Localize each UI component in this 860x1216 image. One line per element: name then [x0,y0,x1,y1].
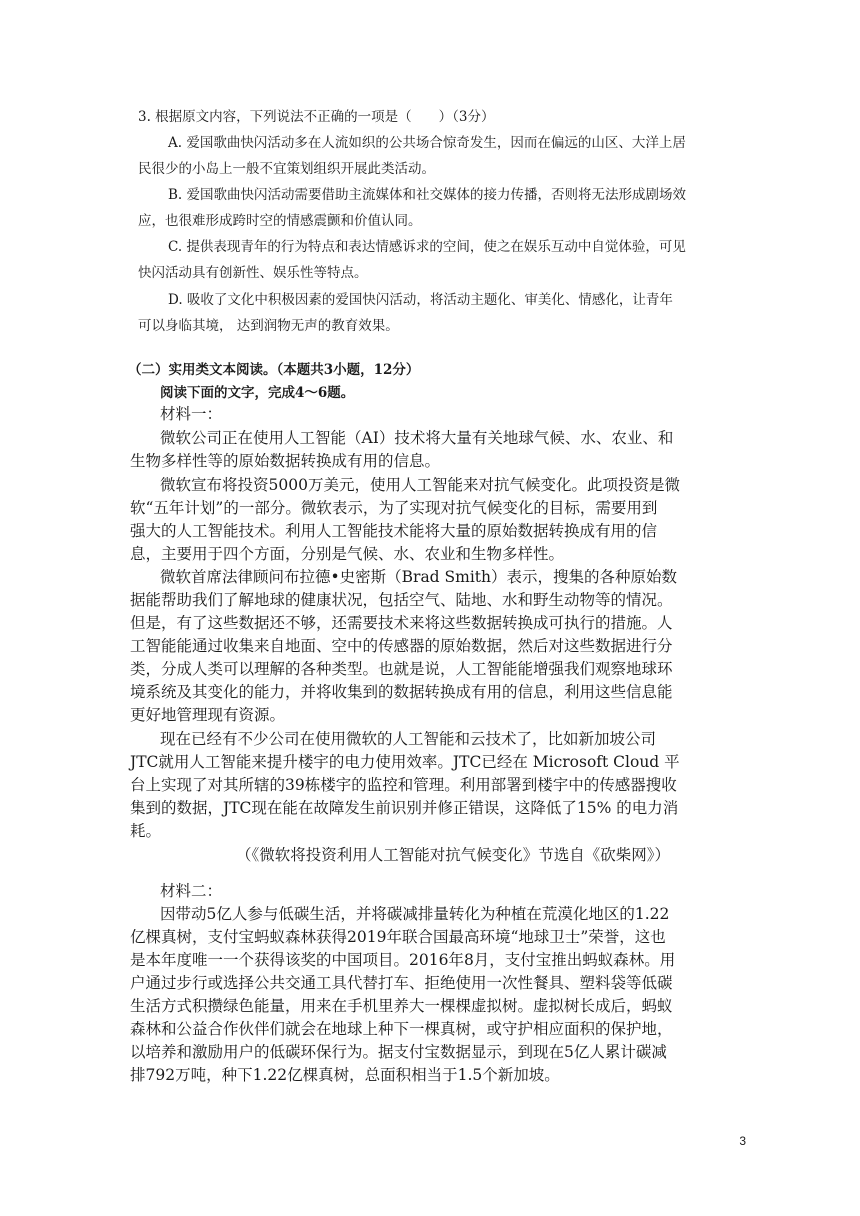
m1-p3-line-1: 微软首席法律顾问布拉德•史密斯（Brad Smith）表示，搜集的各种原始数 [160,568,678,586]
m2-p1-line-5: 生活方式积攒绿色能量，用来在手机里养大一棵棵虚拟树。虚拟树长成后，蚂蚁 [130,997,673,1015]
m1-p4-line-4: 集到的数据，JTC现在能在故障发生前识别并修正错误，这降低了15% 的电力消 [130,799,679,817]
m1-p1-line-1: 微软公司正在使用人工智能（AI）技术将大量有关地球气候、水、农业、和 [160,429,674,447]
m1-p4-line-1: 现在已经有不少公司在使用微软的人工智能和云技术了，比如新加坡公司 [160,730,657,748]
option-a-line-2: 民很少的小岛上一般不宜策划组织开展此类活动。 [138,161,435,177]
material-2-label: 材料二： [160,882,223,900]
option-c-line-1: C. 提供表现青年的行为特点和表达情感诉求的空间，使之在娱乐互动中自觉体验，可见 [168,239,686,255]
m2-p1-line-1: 因带动5亿人参与低碳生活，并将碳减排量转化为种植在荒漠化地区的1.22 [160,905,670,923]
m1-p2-line-1: 微软宣布将投资5000万美元，使用人工智能来对抗气候变化。此项投资是微 [160,476,680,494]
question-3: 3. 根据原文内容，下列说法不正确的一项是（ ）（3分） [138,109,495,125]
material-1-label: 材料一： [160,405,223,423]
m1-p2-line-4: 息，主要用于四个方面，分别是气候、水、农业和生物多样性。 [130,545,565,563]
option-c-line-2: 快闪活动具有创新性、娱乐性等特点。 [138,265,368,281]
m1-p3-line-2: 据能帮助我们了解地球的健康状况，包括空气、陆地、水和野生动物等的情况。 [130,591,673,609]
option-a-line-1: A. 爱国歌曲快闪活动多在人流如织的公共场合惊奇发生，因而在偏远的山区、大洋上居 [168,135,686,151]
m1-p3-line-7: 更好地管理现有资源。 [130,706,286,724]
m2-p1-line-6: 森林和公益合作伙伴们就会在地球上种下一棵真树，或守护相应面积的保护地， [130,1020,673,1038]
m1-p4-line-2: JTC就用人工智能来提升楼宇的电力使用效率。JTC已经在 Microsoft Cloud 平 [130,753,680,771]
option-b-line-1: B. 爱国歌曲快闪活动需要借助主流媒体和社交媒体的接力传播，否则将无法形成剧场效 [168,187,687,203]
m1-p1-line-2: 生物多样性等的原始数据转换成有用的信息。 [130,452,441,470]
m1-p3-line-4: 工智能能通过收集来自地面、空中的传感器的原始数据，然后对这些数据进行分 [130,637,673,655]
m1-p4-line-5: 耗。 [130,822,162,840]
m1-p2-line-2: 软“五年计划”的一部分。微软表示，为了实现对抗气候变化的目标，需要用到 [130,499,658,517]
m1-source: （《微软将投资利用人工智能对抗气候变化》节选自《砍柴网》） [236,846,671,864]
option-d-line-2: 可以身临其境， 达到润物无声的教育效果。 [138,318,399,334]
section-heading: （二）实用类文本阅读。（本题共3小题，12分） [128,362,420,378]
m1-p3-line-5: 类，分成人类可以理解的各种类型。也就是说，人工智能能增强我们观察地球环 [130,660,673,678]
m1-p3-line-3: 但是，有了这些数据还不够，还需要技术来将这些数据转换成可执行的措施。人 [130,614,673,632]
m2-p1-line-7: 以培养和激励用户的低碳环保行为。据支付宝数据显示，到现在5亿人累计碳减 [130,1043,667,1061]
m2-p1-line-4: 户通过步行或选择公共交通工具代替打车、拒绝使用一次性餐具、塑料袋等低碳 [130,974,673,992]
m2-p1-line-8: 排792万吨，种下1.22亿棵真树，总面积相当于1.5个新加坡。 [130,1066,560,1084]
m1-p3-line-6: 境系统及其变化的能力，并将收集到的数据转换成有用的信息，利用这些信息能 [130,683,673,701]
instruction-line: 阅读下面的文字，完成4～6题。 [160,385,355,401]
page-number: 3 [739,1134,746,1148]
m1-p4-line-3: 台上实现了对其所辖的39栋楼宇的监控和管理。利用部署到楼宇中的传感器搜收 [130,776,677,794]
option-b-line-2: 应，也很难形成跨时空的情感震颤和价值认同。 [138,213,422,229]
m2-p1-line-2: 亿棵真树，支付宝蚂蚁森林获得2019年联合国最高环境“地球卫士”荣誉，这也 [130,928,666,946]
option-d-line-1: D. 吸收了文化中积极因素的爱国快闪活动，将活动主题化、审美化、情感化，让青年 [168,292,673,308]
m1-p2-line-3: 强大的人工智能技术。利用人工智能技术能将大量的原始数据转换成有用的信 [130,522,658,540]
m2-p1-line-3: 是本年度唯一一个获得该奖的中国项目。2016年8月，支付宝推出蚂蚁森林。用 [130,951,676,969]
